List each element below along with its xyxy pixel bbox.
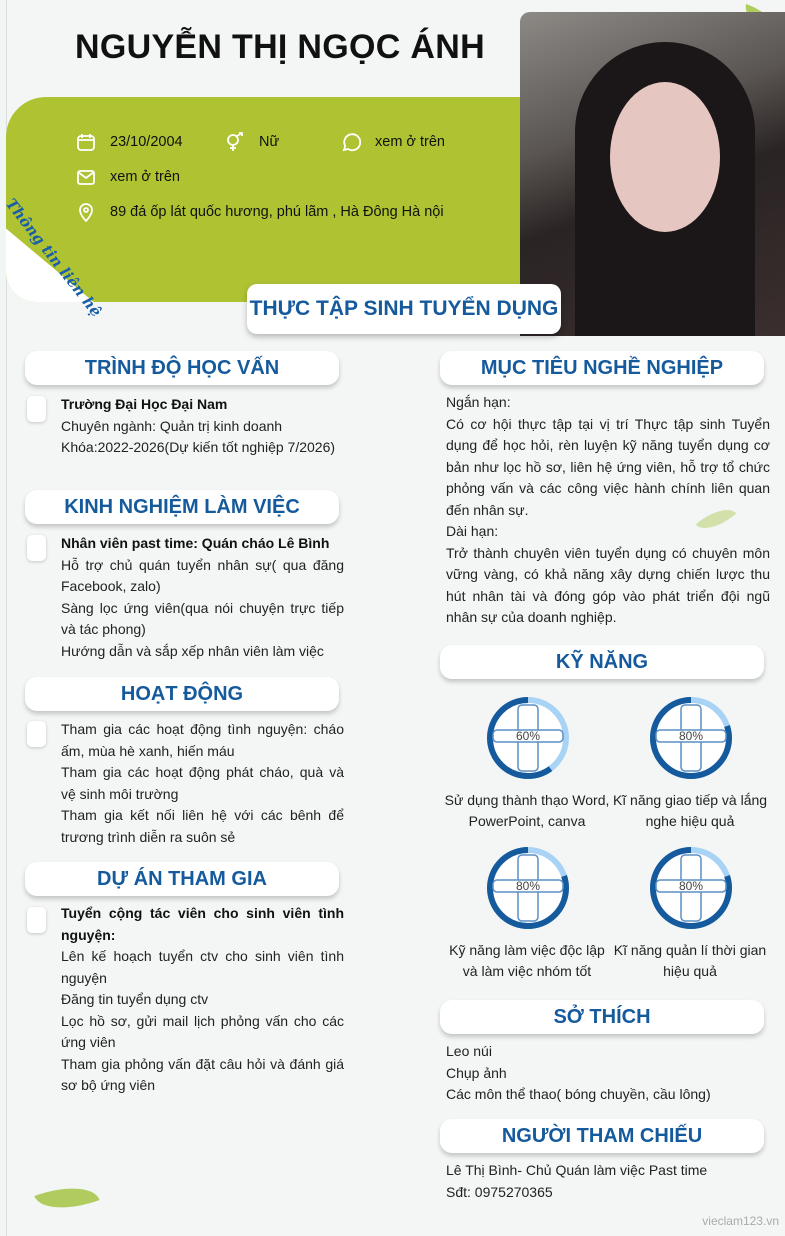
address: 89 đá ốp lát quốc hương, phú lãm , Hà Đông Hà nội [76,202,444,222]
whatsapp-icon [341,132,361,152]
contact-panel [6,97,526,302]
objective-header: MỤC TIÊU NGHỀ NGHIỆP [440,351,764,385]
project-name: Tuyển cộng tác viên cho sinh viên tình nguyện: [61,905,344,943]
skill-progress-ring [485,695,571,781]
school: Trường Đại Học Đại Nam [61,396,228,412]
activities-header: HOẠT ĐỘNG [25,677,339,711]
dob: 23/10/2004 [76,132,183,152]
location-pin-icon [76,202,96,222]
list-item: Tham gia các hoạt động phát cháo, quà và vệ sinh môi trường [61,764,344,802]
list-item: Lên kế hoạch tuyển ctv cho sinh viên tình nguyện [61,948,344,986]
education-header: TRÌNH ĐỘ HỌC VẤN [25,351,339,385]
skill-label: Kĩ năng giao tiếp và lắng nghe hiệu quả [612,792,768,829]
long-term-goal: Trở thành chuyên viên tuyển dụng có chuyên môn vững vàng, có khả năng xây dựng chiến lược thu hút nhân tài và đóng góp vào phát triển đội ngũ nhân sự của doanh nghiệp. [446,544,770,625]
list-item: Hướng dẫn và sắp xếp nhân viên làm việc [61,642,324,659]
position-title: THỰC TẬP SINH TUYỂN DỤNG [247,284,561,334]
experience-header: KINH NGHIỆM LÀM VIỆC [25,490,339,524]
list-item: Tham gia các hoạt động tình nguyện: cháo ấm, mùa hè xanh, hiến máu [61,721,344,759]
skill-progress-ring [485,845,571,931]
mail-icon [76,167,96,187]
phone: xem ở trên [341,132,445,152]
skill-percent: 60% [515,729,541,743]
skill-label: Kĩ năng quản lí thời gian hiệu quả [613,942,767,979]
list-item: Lọc hồ sơ, gửi mail lịch phỏng vấn cho các ứng viên [61,1012,344,1050]
calendar-icon [76,132,96,152]
skill-percent: 80% [515,879,541,893]
list-item: Leo núi [446,1043,492,1059]
list-item: Chụp ảnh [446,1064,507,1081]
leaf-decoration [34,1176,99,1221]
gender: Nữ [225,132,279,152]
skill-percent: 80% [678,879,704,893]
references-header: NGƯỜI THAM CHIẾU [440,1119,764,1153]
reference-person: Lê Thị Bình- Chủ Quán làm việc Past time [446,1162,708,1178]
skill-percent: 80% [678,729,704,743]
job-role: Nhân viên past time: Quán cháo Lê Bình [61,535,330,551]
bullet [27,721,46,747]
long-term-label: Dài hạn: [446,523,499,539]
short-term-goal: Có cơ hội thực tập tại vị trí Thực tập sinh Tuyển dụng để học hỏi, rèn luyện kỹ năng tuyển dụng cơ bản như lọc hồ sơ, liên hệ ứng viên, hỗ trợ tổ chức phỏng vấn và các công việc hành chính liên quan đến nhân sự. [446,415,770,518]
skill-progress-ring [648,695,734,781]
bullet [27,535,46,561]
skill-progress-ring [648,845,734,931]
reference-phone: Sđt: 0975270365 [446,1183,553,1200]
bullet [27,907,46,933]
short-term-label: Ngắn hạn: [446,394,511,410]
major: Chuyên ngành: Quản trị kinh doanh [61,417,283,434]
bullet [27,396,46,422]
skills-header: KỸ NĂNG [440,645,764,679]
list-item: Các môn thể thao( bóng chuyền, cầu lông) [446,1086,711,1102]
period: Khóa:2022-2026(Dự kiến tốt nghiệp 7/2026) [61,439,336,455]
list-item: Sàng lọc ứng viên(qua nói chuyện trực tiếp và tác phong) [61,599,344,637]
skill-label: Sử dụng thành thạo Word, PowerPoint, canva [444,792,610,829]
hobbies-header: SỞ THÍCH [440,1000,764,1034]
list-item: Tham gia phỏng vấn đặt câu hỏi và đánh giá sơ bộ ứng viên [61,1055,344,1093]
contact-section-label: Thông tin liên hệ [1,195,106,321]
gender-icon [225,132,245,152]
list-item: Đăng tin tuyển dụng ctv [61,991,209,1007]
list-item: Hỗ trợ chủ quán tuyển nhân sự( qua đăng Facebook, zalo) [61,556,344,594]
skill-label: Kỹ năng làm việc độc lập và làm việc nhóm tốt [449,942,605,979]
candidate-name: NGUYỄN THỊ NGỌC ÁNH [75,28,485,66]
profile-photo [520,12,785,336]
list-item: Tham gia kết nối liên hệ với các bênh để trương trình diễn ra suôn sẻ [61,807,344,845]
email: xem ở trên [76,167,180,187]
watermark: vieclam123.vn [702,1214,779,1228]
projects-header: DỰ ÁN THAM GIA [25,862,339,896]
